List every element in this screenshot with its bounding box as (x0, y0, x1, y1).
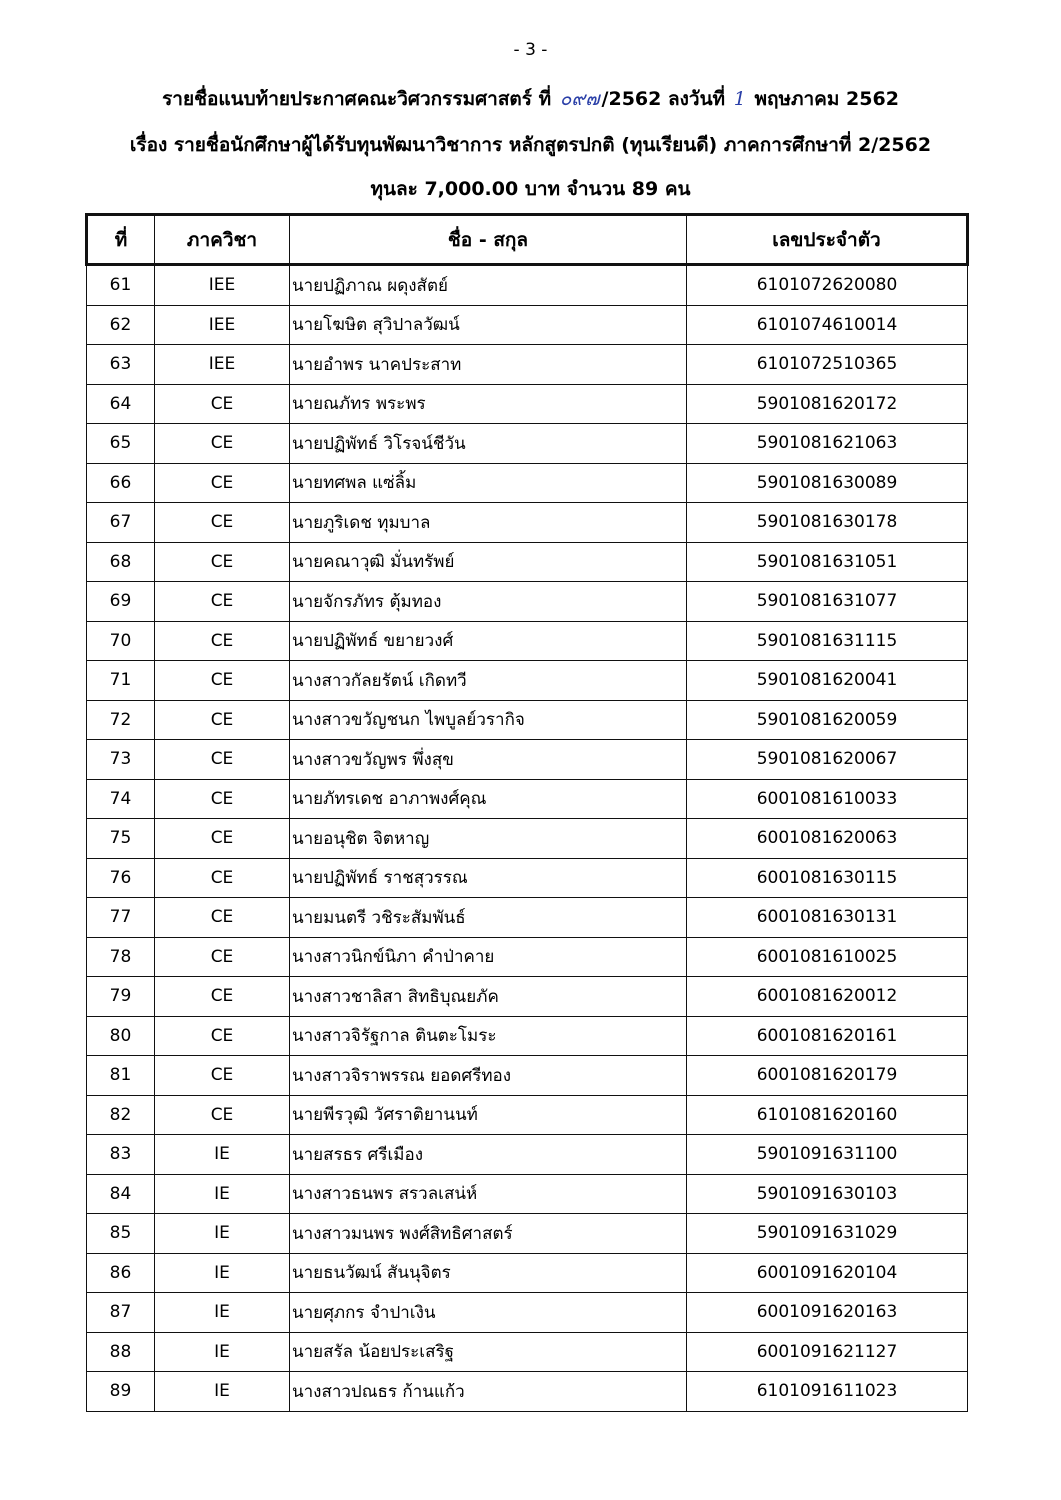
row-number-cell: 87 (87, 1293, 155, 1333)
row-number-cell: 73 (87, 740, 155, 780)
department-cell: CE (155, 1095, 290, 1135)
student-id-cell: 6001081620179 (687, 1056, 968, 1096)
table-row (87, 1253, 968, 1293)
row-number-cell: 65 (87, 424, 155, 464)
row-number-cell: 62 (87, 305, 155, 345)
announcement-date-label: /2562 ลงวันที่ (601, 88, 726, 110)
row-number-cell: 86 (87, 1253, 155, 1293)
student-name-cell: นายโฆษิต สุวิปาลวัฒน์ (290, 305, 687, 345)
student-name-cell: นางสาวชาลิสา สิทธิบุณยภัค (290, 977, 687, 1017)
student-id-cell: 6001081620161 (687, 1016, 968, 1056)
table-row (87, 700, 968, 740)
table-row (87, 305, 968, 345)
row-number-cell: 79 (87, 977, 155, 1017)
table-row (87, 858, 968, 898)
table-row (87, 1372, 968, 1412)
department-cell: IE (155, 1214, 290, 1254)
student-id-cell: 6001081610033 (687, 779, 968, 819)
student-name-cell: นายอนุชิต จิตหาญ (290, 819, 687, 859)
department-cell: IE (155, 1372, 290, 1412)
announcement-title (0, 84, 1061, 114)
row-number-cell: 68 (87, 542, 155, 582)
row-number-cell: 66 (87, 463, 155, 503)
department-cell: IE (155, 1174, 290, 1214)
department-cell: IEE (155, 265, 290, 306)
department-cell: CE (155, 384, 290, 424)
table-header (87, 215, 968, 265)
student-id-cell: 5901081620041 (687, 661, 968, 701)
student-id-cell: 6001081610025 (687, 937, 968, 977)
student-name-cell: นางสาวปณธร ก้านแก้ว (290, 1372, 687, 1412)
student-id-cell: 6101081620160 (687, 1095, 968, 1135)
header-student-id: เลขประจำตัว (687, 215, 968, 265)
header-department: ภาควิชา (155, 215, 290, 265)
department-cell: CE (155, 1016, 290, 1056)
table-row (87, 1016, 968, 1056)
student-name-cell: นายณภัทร พระพร (290, 384, 687, 424)
table-row (87, 345, 968, 385)
table-row (87, 621, 968, 661)
row-number-cell: 89 (87, 1372, 155, 1412)
student-id-cell: 5901081631077 (687, 582, 968, 622)
student-name-cell: นายคณาวุฒิ มั่นทรัพย์ (290, 542, 687, 582)
department-cell: IE (155, 1135, 290, 1175)
announcement-title-text: รายชื่อแนบท้ายประกาศคณะวิศวกรรมศาสตร์ ที่ (162, 88, 552, 110)
student-name-cell: นายสรัล น้อยประเสริฐ (290, 1332, 687, 1372)
student-name-cell: นายปฏิพัทธ์ ขยายวงศ์ (290, 621, 687, 661)
table-row (87, 1174, 968, 1214)
student-id-cell: 6101074610014 (687, 305, 968, 345)
department-cell: CE (155, 740, 290, 780)
student-name-cell: นายอำพร นาคประสาท (290, 345, 687, 385)
row-number-cell: 64 (87, 384, 155, 424)
department-cell: IE (155, 1332, 290, 1372)
announcement-day: 1 (733, 88, 746, 110)
student-id-cell: 5901081630089 (687, 463, 968, 503)
student-name-cell: นายภัทรเดช อาภาพงศ์คุณ (290, 779, 687, 819)
row-number-cell: 75 (87, 819, 155, 859)
student-id-cell: 6001081630131 (687, 898, 968, 938)
student-name-cell: นายศุภกร จำปาเงิน (290, 1293, 687, 1333)
row-number-cell: 61 (87, 265, 155, 306)
student-id-cell: 5901081631051 (687, 542, 968, 582)
table-row (87, 1095, 968, 1135)
page-number: - 3 - (513, 40, 548, 60)
table-body (87, 265, 968, 1412)
department-cell: CE (155, 542, 290, 582)
department-cell: CE (155, 661, 290, 701)
student-id-cell: 5901081620172 (687, 384, 968, 424)
department-cell: CE (155, 700, 290, 740)
student-id-cell: 6001081620012 (687, 977, 968, 1017)
student-id-cell: 5901081631115 (687, 621, 968, 661)
announcement-subject: เรื่อง รายชื่อนักศึกษาผู้ได้รับทุนพัฒนาวิชาการ หลักสูตรปกติ (ทุนเรียนดี) ภาคการศึกษาที่ 2/2562 (129, 134, 932, 156)
row-number-cell: 76 (87, 858, 155, 898)
announcement-number: ๐๙๗ (559, 88, 600, 110)
student-id-cell: 5901091631029 (687, 1214, 968, 1254)
student-name-cell: นายจักรภัทร ตุ้มทอง (290, 582, 687, 622)
table-row (87, 779, 968, 819)
student-name-cell: นายปฏิภาณ ผดุงสัตย์ (290, 265, 687, 306)
header-number: ที่ (87, 215, 155, 265)
row-number-cell: 78 (87, 937, 155, 977)
department-cell: CE (155, 582, 290, 622)
table-row (87, 1135, 968, 1175)
row-number-cell: 69 (87, 582, 155, 622)
student-id-cell: 6001091621127 (687, 1332, 968, 1372)
student-name-cell: นายทศพล แซ่ลิ้ม (290, 463, 687, 503)
table-row (87, 463, 968, 503)
department-cell: CE (155, 819, 290, 859)
student-name-cell: นายมนตรี วชิระสัมพันธ์ (290, 898, 687, 938)
table-row (87, 898, 968, 938)
student-id-cell: 5901081620067 (687, 740, 968, 780)
row-number-cell: 63 (87, 345, 155, 385)
table-row (87, 424, 968, 464)
student-id-cell: 6001091620163 (687, 1293, 968, 1333)
student-id-cell: 6001081620063 (687, 819, 968, 859)
row-number-cell: 74 (87, 779, 155, 819)
row-number-cell: 82 (87, 1095, 155, 1135)
department-cell: IEE (155, 305, 290, 345)
row-number-cell: 77 (87, 898, 155, 938)
table-row (87, 819, 968, 859)
table-row (87, 582, 968, 622)
row-number-cell: 71 (87, 661, 155, 701)
student-name-cell: นางสาวธนพร สรวลเสน่ห์ (290, 1174, 687, 1214)
student-name-cell: นายปฏิพัทธ์ วิโรจน์ชีวัน (290, 424, 687, 464)
row-number-cell: 83 (87, 1135, 155, 1175)
table-row (87, 937, 968, 977)
department-cell: CE (155, 503, 290, 543)
row-number-cell: 85 (87, 1214, 155, 1254)
department-cell: CE (155, 424, 290, 464)
row-number-cell: 81 (87, 1056, 155, 1096)
student-name-cell: นางสาวขวัญพร พึ่งสุข (290, 740, 687, 780)
row-number-cell: 84 (87, 1174, 155, 1214)
table-row (87, 542, 968, 582)
department-cell: CE (155, 858, 290, 898)
department-cell: CE (155, 977, 290, 1017)
table-row (87, 740, 968, 780)
row-number-cell: 72 (87, 700, 155, 740)
table-header-row (87, 215, 968, 265)
student-id-cell: 6001091620104 (687, 1253, 968, 1293)
department-cell: IE (155, 1253, 290, 1293)
department-cell: CE (155, 621, 290, 661)
table-row (87, 1293, 968, 1333)
department-cell: IEE (155, 345, 290, 385)
student-id-cell: 5901081620059 (687, 700, 968, 740)
table-row (87, 503, 968, 543)
student-name-cell: นายธนวัฒน์ สันนุจิตร (290, 1253, 687, 1293)
student-name-cell: นายพีรวุฒิ วัศราติยานนท์ (290, 1095, 687, 1135)
student-id-cell: 6001081630115 (687, 858, 968, 898)
department-cell: CE (155, 779, 290, 819)
student-id-cell: 6101072620080 (687, 265, 968, 306)
row-number-cell: 67 (87, 503, 155, 543)
student-id-cell: 6101091611023 (687, 1372, 968, 1412)
announcement-month-year: พฤษภาคม 2562 (754, 88, 899, 110)
student-name-cell: นางสาวจิราพรรณ ยอดศรีทอง (290, 1056, 687, 1096)
department-cell: CE (155, 463, 290, 503)
table-row (87, 265, 968, 306)
student-name-cell: นางสาวขวัญชนก ไพบูลย์วรากิจ (290, 700, 687, 740)
student-name-cell: นางสาวจิรัฐกาล ตินตะโมระ (290, 1016, 687, 1056)
student-name-cell: นางสาวมนพร พงศ์สิทธิศาสตร์ (290, 1214, 687, 1254)
student-id-cell: 5901081630178 (687, 503, 968, 543)
scholarship-summary: ทุนละ 7,000.00 บาท จำนวน 89 คน (370, 178, 691, 200)
student-name-cell: นายปฏิพัทธ์ ราชสุวรรณ (290, 858, 687, 898)
row-number-cell: 70 (87, 621, 155, 661)
student-id-cell: 5901091630103 (687, 1174, 968, 1214)
table-row (87, 1332, 968, 1372)
student-id-cell: 5901091631100 (687, 1135, 968, 1175)
student-name-cell: นายภูริเดช ทุมบาล (290, 503, 687, 543)
row-number-cell: 88 (87, 1332, 155, 1372)
table-row (87, 1214, 968, 1254)
department-cell: IE (155, 1293, 290, 1333)
table-row (87, 977, 968, 1017)
student-roster-table (85, 213, 969, 1412)
student-name-cell: นางสาวกัลยรัตน์ เกิดทวี (290, 661, 687, 701)
table-row (87, 384, 968, 424)
department-cell: CE (155, 898, 290, 938)
student-id-cell: 5901081621063 (687, 424, 968, 464)
table-row (87, 661, 968, 701)
student-name-cell: นายสรธร ศรีเมือง (290, 1135, 687, 1175)
header-name: ชื่อ - สกุล (290, 215, 687, 265)
row-number-cell: 80 (87, 1016, 155, 1056)
department-cell: CE (155, 1056, 290, 1096)
student-id-cell: 6101072510365 (687, 345, 968, 385)
student-name-cell: นางสาวนิกข์นิภา คำป่าคาย (290, 937, 687, 977)
table-row (87, 1056, 968, 1096)
department-cell: CE (155, 937, 290, 977)
